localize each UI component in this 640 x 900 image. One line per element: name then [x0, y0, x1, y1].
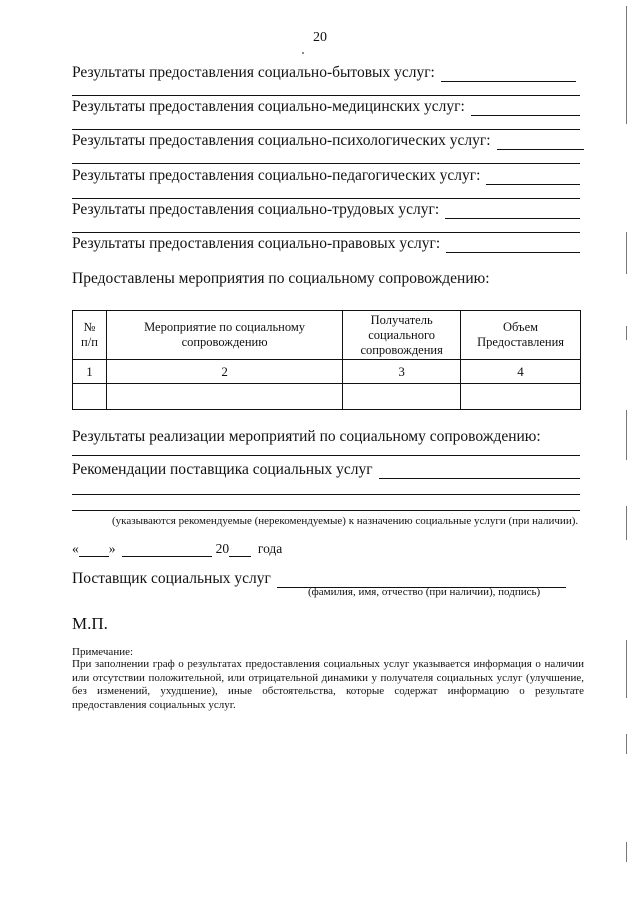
year-field[interactable]	[229, 544, 251, 557]
answer-line[interactable]	[446, 238, 580, 253]
date-close-quote: »	[108, 541, 116, 556]
answer-line[interactable]	[497, 135, 584, 150]
provider-hint: (фамилия, имя, отчество (при наличии), подпись)	[308, 586, 541, 598]
note-text: При заполнении граф о результатах предоставления социальных услуг указывается информация о наличии или отсутствии положительной, или отрицательной динамики у получателя социальных услуг (улучшение, без изменений, ухудшение), иные обстоятельства, которые содержат информацию о результате предоставления социальных услуг.	[72, 658, 584, 711]
answer-line[interactable]	[379, 464, 580, 479]
answer-continuation-line[interactable]	[72, 198, 580, 199]
result-row-labor	[72, 201, 580, 219]
answer-line[interactable]	[471, 101, 580, 116]
page-number: 20	[313, 30, 327, 45]
result-row-medical	[72, 98, 580, 116]
scan-edge-mark	[626, 506, 627, 540]
column-number: 1	[73, 360, 107, 384]
month-field[interactable]	[122, 544, 212, 557]
date-line	[72, 541, 282, 557]
scan-edge-mark	[626, 326, 627, 340]
result-row-psychological	[72, 132, 584, 150]
result-row-legal	[72, 235, 580, 253]
recommendations-row	[72, 461, 580, 479]
activities-results-label: Результаты реализации мероприятий по социальному сопровождению:	[72, 428, 541, 445]
date-open-quote: «	[72, 541, 79, 556]
scan-speck	[302, 52, 304, 54]
table-cell[interactable]	[461, 384, 581, 410]
answer-line[interactable]	[72, 494, 580, 495]
day-field[interactable]	[79, 544, 109, 557]
activities-heading: Предоставлены мероприятия по социальному сопровождению:	[72, 270, 490, 287]
column-number: 3	[343, 360, 461, 384]
answer-line[interactable]	[486, 170, 580, 185]
column-number: 2	[106, 360, 342, 384]
result-label-pedagogical: Результаты предоставления социально-педагогических услуг:	[72, 167, 481, 184]
header-volume: Объем Предоставления	[461, 311, 581, 360]
scan-edge-mark	[626, 6, 627, 124]
recommendations-hint: (указываются рекомендуемые (нерекомендуемые) к назначению социальные услуги (при наличии).	[112, 515, 579, 527]
answer-line[interactable]	[72, 455, 580, 456]
recommendations-label: Рекомендации поставщика социальных услуг	[72, 461, 373, 478]
answer-continuation-line[interactable]	[72, 129, 580, 130]
column-number: 4	[461, 360, 581, 384]
table-numbering-row	[73, 360, 581, 384]
answer-continuation-line[interactable]	[72, 232, 580, 233]
table-cell[interactable]	[106, 384, 342, 410]
year-suffix: года	[257, 541, 283, 556]
result-label-labor: Результаты предоставления социально-трудовых услуг:	[72, 201, 440, 218]
note-heading: Примечание:	[72, 646, 134, 658]
answer-line[interactable]	[72, 510, 580, 511]
answer-line[interactable]	[445, 204, 580, 219]
stamp-place-label: М.П.	[72, 614, 108, 633]
table-header-row	[73, 311, 581, 360]
result-label-psychological: Результаты предоставления социально-психологических услуг:	[72, 132, 491, 149]
result-label-household: Результаты предоставления социально-бытовых услуг:	[72, 64, 435, 81]
result-label-medical: Результаты предоставления социально-медицинских услуг:	[72, 98, 465, 115]
result-label-legal: Результаты предоставления социально-правовых услуг:	[72, 235, 441, 252]
answer-continuation-line[interactable]	[72, 95, 580, 96]
answer-continuation-line[interactable]	[72, 163, 580, 164]
provider-label: Поставщик социальных услуг	[72, 570, 271, 587]
header-activity: Мероприятие по социальному сопровождению	[106, 311, 342, 360]
result-row-pedagogical	[72, 167, 580, 185]
header-number: № п/п	[73, 311, 107, 360]
scan-edge-mark	[626, 640, 627, 698]
table-row	[73, 384, 581, 410]
answer-line[interactable]	[441, 67, 576, 82]
scan-edge-mark	[626, 734, 627, 754]
year-prefix: 20	[215, 541, 230, 556]
scan-edge-mark	[626, 232, 627, 274]
header-recipient: Получатель социального сопровождения	[343, 311, 461, 360]
table-cell[interactable]	[73, 384, 107, 410]
social-support-table	[72, 310, 581, 410]
result-row-household	[72, 64, 576, 82]
scan-edge-mark	[626, 410, 627, 460]
table-cell[interactable]	[343, 384, 461, 410]
scan-edge-mark	[626, 842, 627, 862]
